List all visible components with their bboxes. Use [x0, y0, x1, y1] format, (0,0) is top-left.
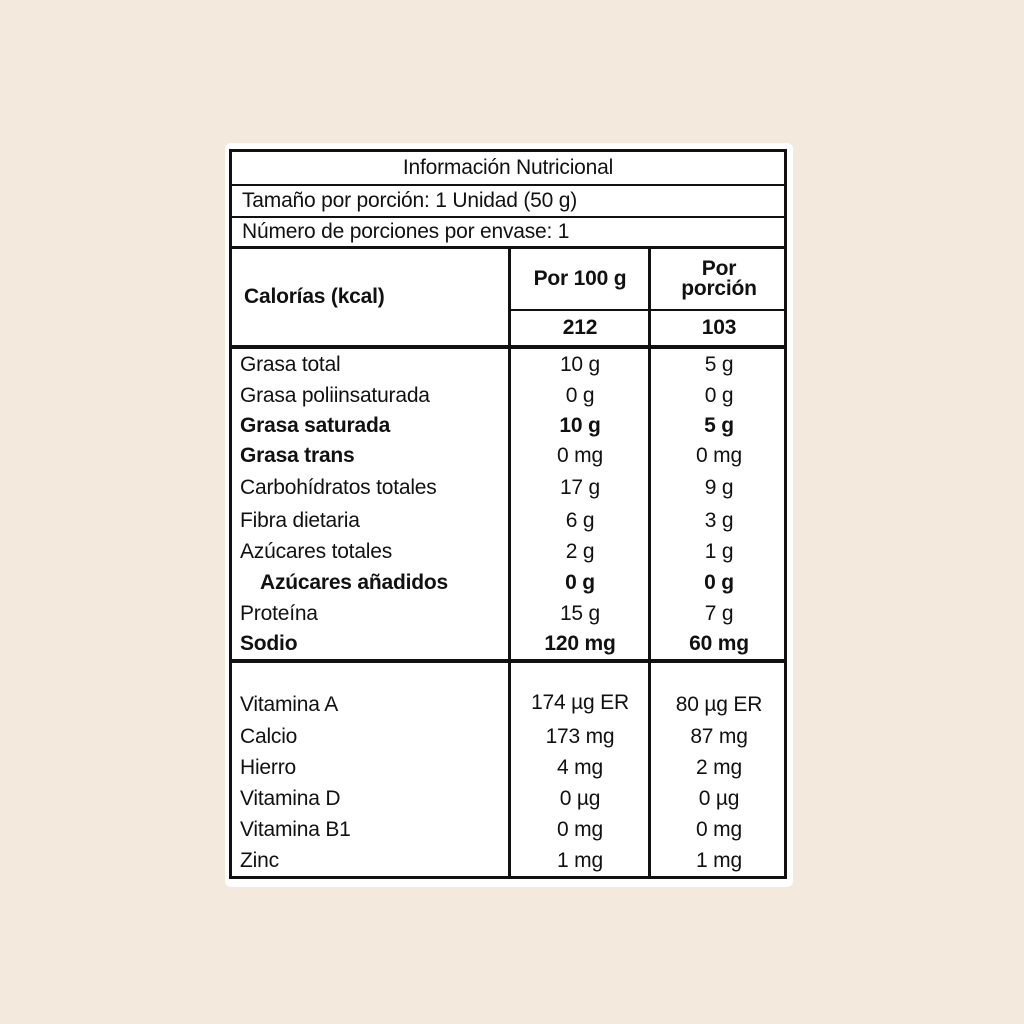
nutrient-per-100g: 10 g	[559, 352, 601, 376]
table-title-row	[232, 152, 784, 184]
per-portion-header-line2: porción	[681, 277, 757, 300]
vitamin-name: Vitamina D	[240, 786, 341, 810]
nutrient-per-100g: 120 mg	[544, 632, 616, 655]
vitamin-name: Vitamina A	[240, 693, 339, 716]
nutrition-facts-table	[229, 149, 787, 879]
serving-size-row	[232, 186, 784, 216]
vitamin-name: Calcio	[240, 724, 298, 748]
table-title: Información Nutricional	[402, 156, 614, 179]
nutrient-per-portion: 9 g	[704, 475, 734, 499]
per-100g-header: Por 100 g	[533, 267, 627, 290]
nutrient-name: Carbohídratos totales	[240, 475, 437, 499]
per-portion-header-line1: Por	[701, 257, 737, 280]
per-portion-header	[652, 259, 786, 299]
calories-label: Calorías (kcal)	[244, 285, 385, 308]
nutrient-per-portion: 1 g	[704, 540, 734, 563]
serving-size-text: Tamaño por porción: 1 Unidad (50 g)	[242, 189, 578, 212]
vitamin-name: Zinc	[240, 848, 279, 872]
nutrient-per-100g: 15 g	[559, 601, 601, 625]
column-divider	[508, 246, 511, 876]
nutrient-name: Azúcares totales	[240, 540, 393, 563]
vitamin-name: Vitamina B1	[240, 817, 351, 841]
nutrient-per-100g: 17 g	[559, 475, 601, 499]
nutrient-name: Grasa trans	[240, 444, 355, 467]
vitamin-per-100g: 1 mg	[557, 848, 603, 872]
nutrient-per-portion: 0 mg	[696, 444, 742, 467]
vitamin-per-100g: 0 mg	[557, 817, 603, 841]
nutrient-per-100g: 0 mg	[557, 444, 603, 467]
servings-per-container-text: Número de porciones por envase: 1	[242, 220, 570, 243]
calories-per-100g: 212	[562, 316, 598, 339]
servings-per-container-row	[232, 218, 784, 246]
vitamin-per-100g: 4 mg	[557, 755, 603, 779]
vitamin-per-100g: 173 mg	[545, 724, 615, 748]
nutrient-per-portion: 0 g	[704, 570, 734, 594]
vitamin-per-portion: 0 mg	[696, 817, 742, 841]
nutrient-per-portion: 7 g	[704, 601, 734, 625]
vitamin-per-portion: 2 mg	[696, 755, 742, 779]
vitamin-per-100g: 0 µg	[559, 786, 601, 810]
vitamin-per-portion: 1 mg	[696, 848, 742, 872]
nutrient-per-portion: 5 g	[704, 414, 734, 437]
vitamin-name: Hierro	[240, 755, 296, 779]
column-divider	[648, 246, 651, 876]
nutrient-per-portion: 60 mg	[689, 632, 749, 655]
vitamin-per-100g: 174 µg ER	[531, 691, 629, 714]
vitamin-per-portion: 87 mg	[690, 724, 748, 748]
nutrient-per-100g: 2 g	[565, 540, 595, 563]
nutrient-per-100g: 0 g	[565, 383, 595, 407]
nutrient-name: Grasa poliinsaturada	[240, 383, 430, 407]
nutrient-name: Sodio	[240, 632, 298, 655]
vitamin-per-portion: 80 µg ER	[675, 693, 763, 716]
nutrient-per-portion: 5 g	[704, 352, 734, 376]
nutrient-per-portion: 3 g	[704, 508, 734, 532]
nutrient-name: Fibra dietaria	[240, 508, 360, 532]
nutrient-name: Azúcares añadidos	[260, 570, 448, 594]
calories-per-portion: 103	[701, 316, 737, 339]
nutrient-name: Grasa total	[240, 352, 341, 376]
vitamin-per-portion: 0 µg	[698, 786, 740, 810]
nutrient-per-100g: 10 g	[559, 414, 601, 437]
nutrient-name: Grasa saturada	[240, 414, 391, 437]
nutrient-per-100g: 0 g	[565, 570, 595, 594]
nutrient-name: Proteína	[240, 601, 318, 625]
nutrient-per-100g: 6 g	[565, 508, 595, 532]
nutrient-per-portion: 0 g	[704, 383, 734, 407]
